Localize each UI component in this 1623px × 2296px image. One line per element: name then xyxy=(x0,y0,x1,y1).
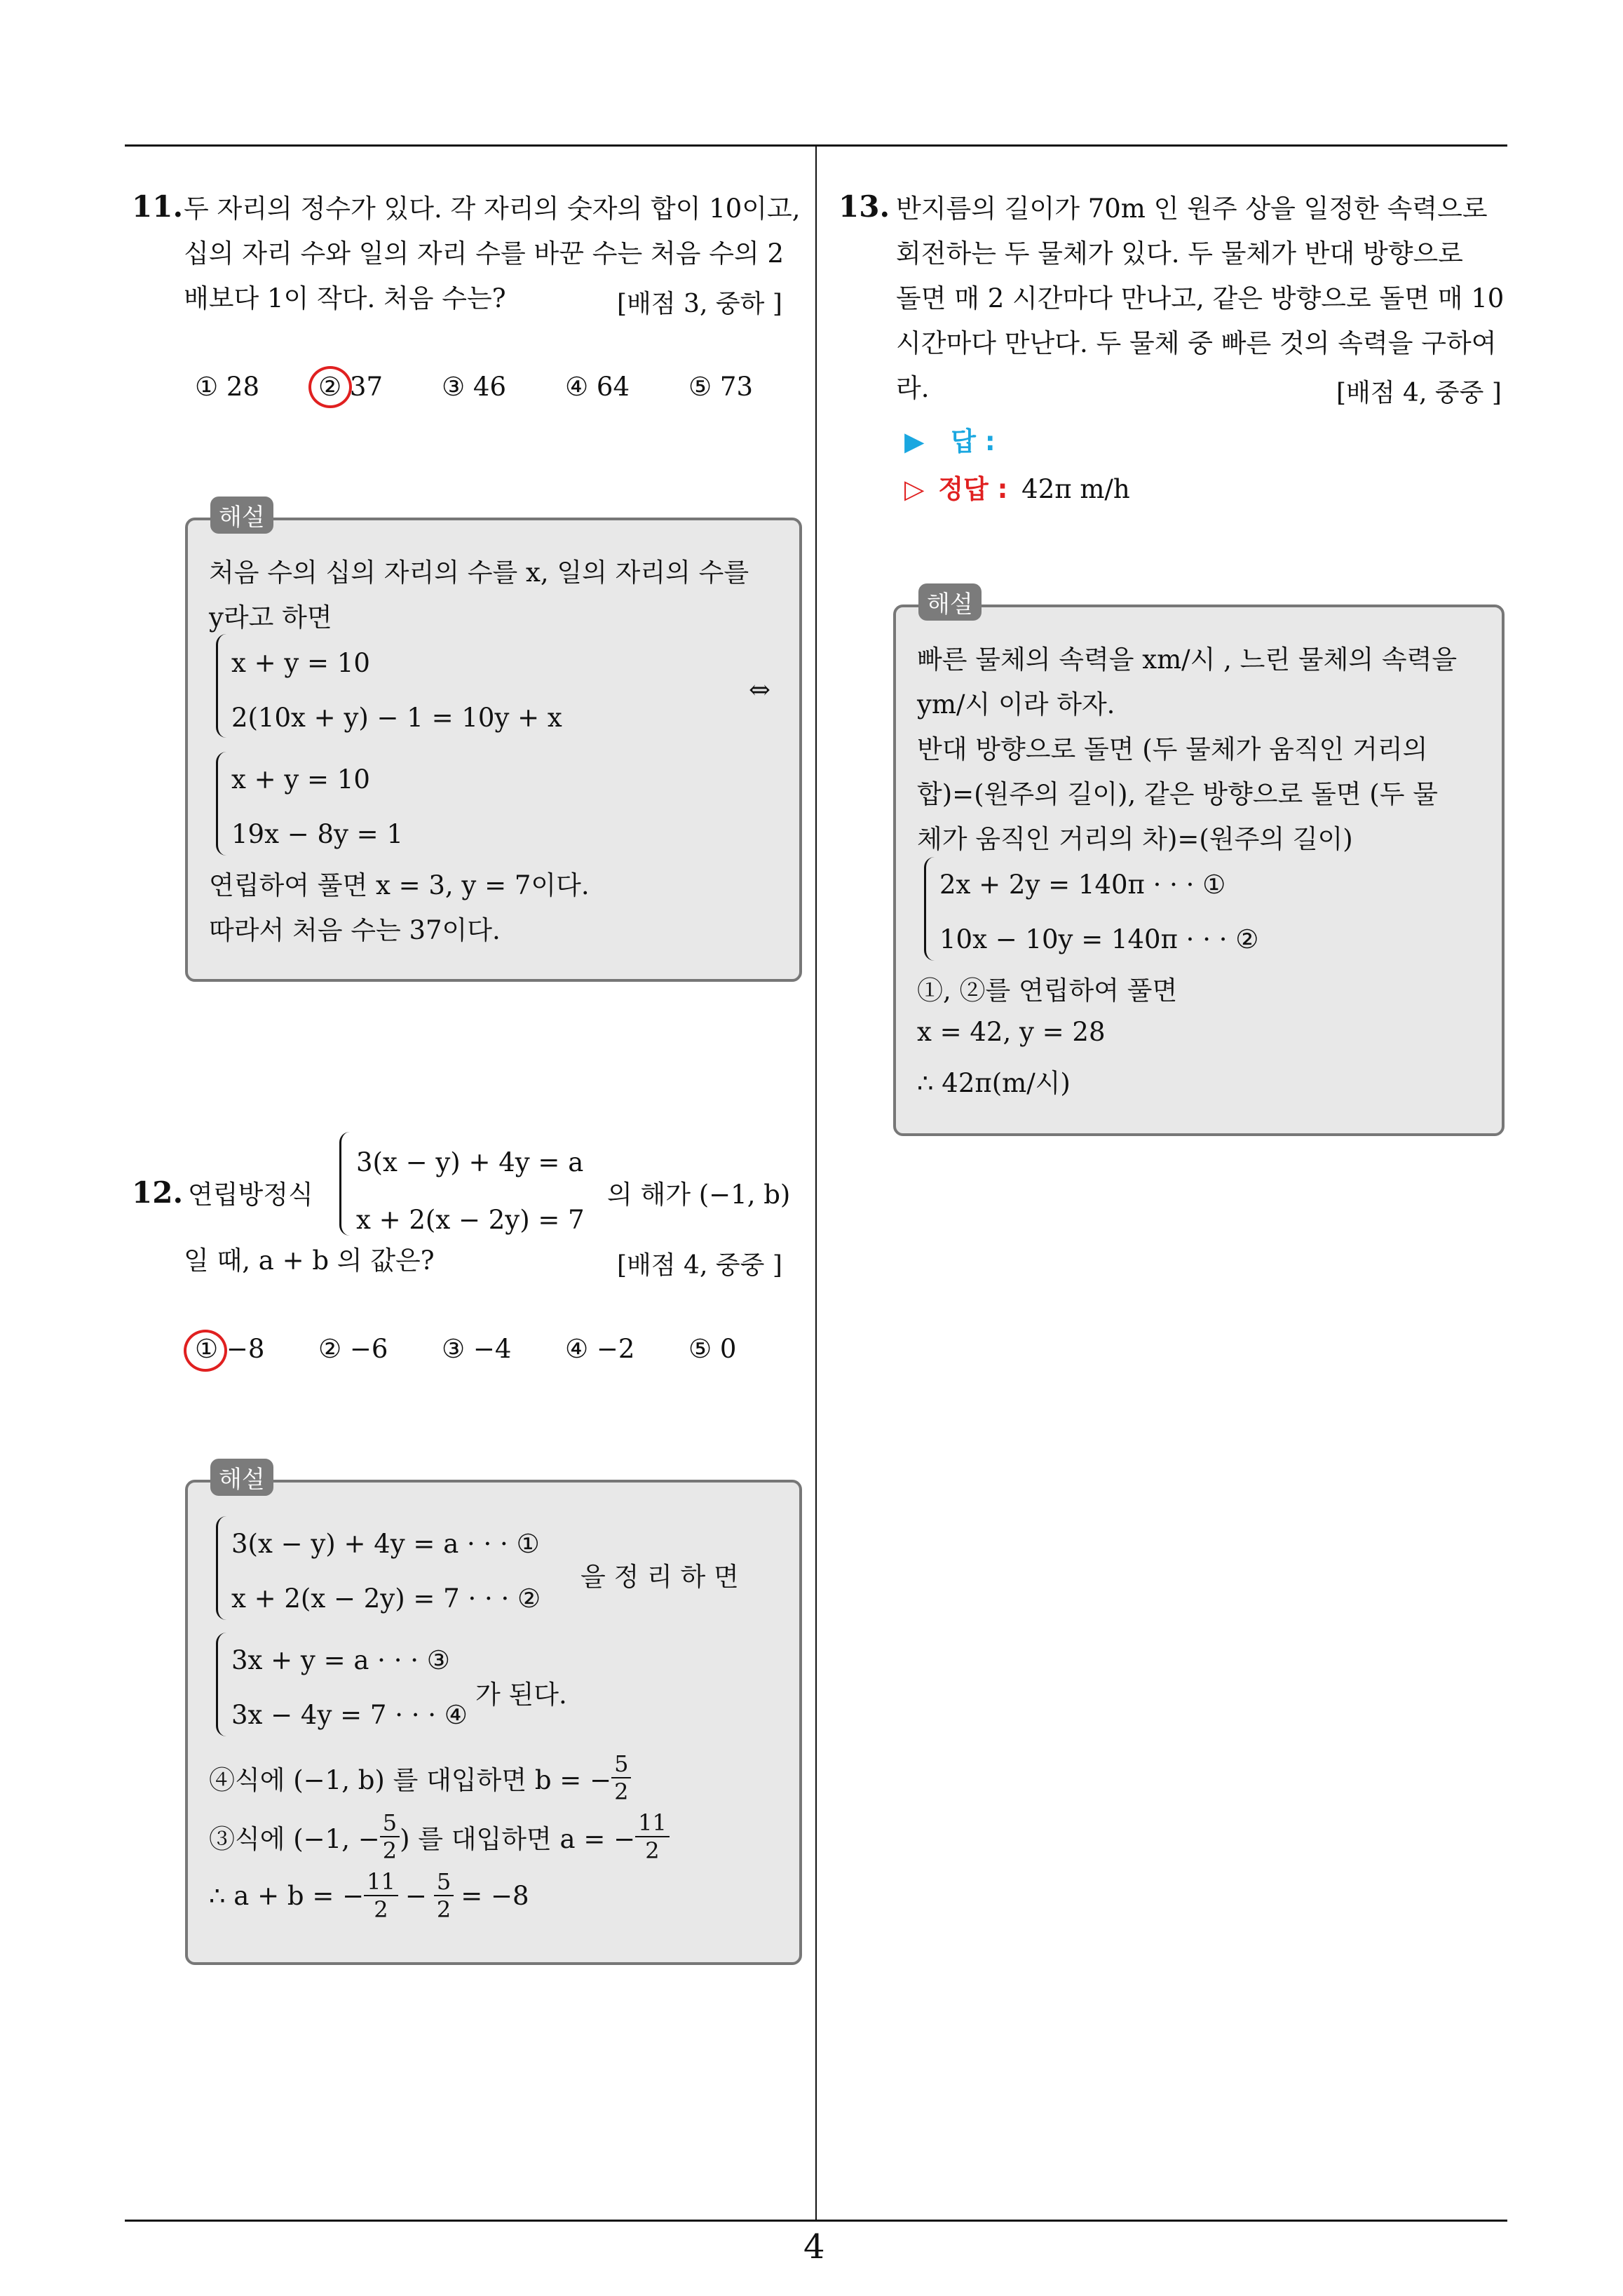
selected-answer-circle xyxy=(184,1330,227,1372)
correct-answer-row xyxy=(904,467,1130,512)
solution-line: ∴ 42π(m/시) xyxy=(917,1068,1071,1098)
question-line: 두 자리의 정수가 있다. 각 자리의 숫자의 합이 10이고, xyxy=(184,194,801,224)
choice-4[interactable]: ④ −2 xyxy=(565,1334,635,1364)
solution-text: ) 를 대입하면 a = − xyxy=(400,1824,636,1854)
equation: 3(x − y) + 4y = a · · · ① xyxy=(231,1529,540,1559)
selected-answer-circle xyxy=(308,366,352,408)
equation: 3(x − y) + 4y = a xyxy=(356,1147,584,1177)
choice-5[interactable]: ⑤ 73 xyxy=(688,372,754,402)
answer-label: 답 : xyxy=(951,426,996,457)
denominator: 2 xyxy=(374,1896,388,1923)
solution-text: ③식에 (−1, − xyxy=(209,1824,380,1854)
equation: 2(10x + y) − 1 = 10y + x xyxy=(231,703,562,733)
question-line: 라. xyxy=(896,373,930,403)
equation: 19x − 8y = 1 xyxy=(231,819,403,849)
denominator: 2 xyxy=(382,1837,398,1864)
solution-tab: 해설 xyxy=(210,497,273,534)
solution-line: ym/시 이라 하자. xyxy=(917,689,1115,720)
solution-line: y라고 하면 xyxy=(209,602,332,633)
solution-line: 합)=(원주의 길이), 같은 방향으로 돌면 (두 물 xyxy=(917,779,1438,809)
answer-marker-icon: ▶ xyxy=(904,426,925,457)
solution-line: x = 42, y = 28 xyxy=(917,1017,1106,1047)
question-line: 시간마다 만난다. 두 물체 중 빠른 것의 속력을 구하여 xyxy=(896,328,1497,358)
equation: x + y = 10 xyxy=(231,648,370,678)
score-label: [배점 4, 중중 ] xyxy=(617,1251,782,1280)
choice-1[interactable]: ① 28 xyxy=(195,372,260,402)
numerator: 11 xyxy=(635,1809,670,1837)
equation: x + 2(x − 2y) = 7 xyxy=(356,1205,585,1235)
solution-text: ④식에 (−1, b) 를 대입하면 b = − xyxy=(209,1765,612,1795)
solution-line: ①, ②를 연립하여 풀면 xyxy=(917,975,1178,1006)
choice-5[interactable]: ⑤ 0 xyxy=(688,1334,737,1364)
equation: 3x + y = a · · · ③ xyxy=(231,1645,450,1675)
question-line: 돌면 매 2 시간마다 만나고, 같은 방향으로 돌면 매 10 xyxy=(896,283,1505,313)
equation-brace xyxy=(924,857,935,961)
question-line: 회전하는 두 물체가 있다. 두 물체가 반대 방향으로 xyxy=(896,238,1463,269)
equation-brace xyxy=(339,1132,350,1236)
question-line: 십의 자리 수와 일의 자리 수를 바꾼 수는 처음 수의 2 xyxy=(184,238,784,269)
equation: 2x + 2y = 140π · · · ① xyxy=(939,870,1226,900)
numerator: 5 xyxy=(434,1868,454,1896)
solution-line: 을 정 리 하 면 xyxy=(580,1562,739,1592)
solution-box xyxy=(893,605,1505,1136)
solution-line: 체가 움직인 거리의 차)=(원주의 길이) xyxy=(917,824,1353,854)
solution-line xyxy=(209,1868,529,1923)
choice-3[interactable]: ③ 46 xyxy=(442,372,507,402)
choice-2[interactable]: ② 37 xyxy=(318,372,383,402)
equation-brace xyxy=(216,1516,226,1620)
correct-answer-label: 정답 : xyxy=(938,474,1008,504)
solution-line: 따라서 처음 수는 37이다. xyxy=(209,915,501,945)
equation: 3x − 4y = 7 · · · ④ xyxy=(231,1700,468,1730)
equation-brace xyxy=(216,634,226,738)
correct-marker-icon: ▷ xyxy=(904,474,925,504)
solution-line: 빠른 물체의 속력을 xm/시 , 느린 물체의 속력을 xyxy=(917,644,1458,675)
solution-line: 가 된다. xyxy=(475,1680,567,1710)
equation: x + 2(x − 2y) = 7 · · · ② xyxy=(231,1583,541,1614)
equation: x + y = 10 xyxy=(231,764,370,795)
question-line: 배보다 1이 작다. 처음 수는? xyxy=(184,283,506,313)
question-line: 일 때, a + b 의 값은? xyxy=(184,1245,435,1276)
equivalence-symbol: ⇔ xyxy=(749,675,771,705)
denominator: 2 xyxy=(436,1896,451,1923)
solution-line: 반대 방향으로 돌면 (두 물체가 움직인 거리의 xyxy=(917,734,1428,764)
fraction xyxy=(364,1868,398,1923)
question-line: 반지름의 길이가 70m 인 원주 상을 일정한 속력으로 xyxy=(896,194,1488,224)
fraction xyxy=(635,1809,670,1864)
question-number: 12. xyxy=(132,1175,184,1210)
solution-line: 연립하여 풀면 x = 3, y = 7이다. xyxy=(209,870,590,900)
numerator: 11 xyxy=(364,1868,398,1896)
solution-tab: 해설 xyxy=(210,1459,273,1496)
choice-1[interactable]: ① −8 xyxy=(195,1334,265,1364)
page-number: 4 xyxy=(803,2227,825,2267)
denominator: 2 xyxy=(614,1778,629,1805)
bottom-rule xyxy=(125,2220,1507,2222)
question-line: 의 해가 (−1, b) xyxy=(607,1180,791,1210)
solution-box xyxy=(185,518,802,982)
fraction xyxy=(611,1750,631,1805)
fraction xyxy=(434,1868,454,1923)
solution-line xyxy=(209,1809,670,1864)
solution-line: 처음 수의 십의 자리의 수를 x, 일의 자리의 수를 xyxy=(209,558,749,588)
score-label: [배점 4, 중중 ] xyxy=(1336,379,1502,407)
question-number: 13. xyxy=(838,189,890,224)
solution-tab: 해설 xyxy=(918,583,982,621)
equation-brace xyxy=(216,752,226,856)
numerator: 5 xyxy=(611,1750,631,1778)
column-divider xyxy=(815,144,817,2220)
solution-text: = −8 xyxy=(461,1880,529,1911)
numerator: 5 xyxy=(380,1809,400,1837)
denominator: 2 xyxy=(645,1837,660,1864)
choice-3[interactable]: ③ −4 xyxy=(442,1334,512,1364)
answer-row xyxy=(904,419,996,464)
score-label: [배점 3, 중하 ] xyxy=(617,290,782,318)
fraction xyxy=(380,1809,400,1864)
question-line: 연립방정식 xyxy=(188,1180,313,1210)
solution-text: − xyxy=(405,1880,427,1911)
correct-answer-value: 42π m/h xyxy=(1021,474,1130,504)
solution-text: ∴ a + b = − xyxy=(209,1880,365,1911)
equation: 10x − 10y = 140π · · · ② xyxy=(939,924,1259,954)
equation-brace xyxy=(216,1633,226,1736)
solution-box xyxy=(185,1480,802,1965)
choice-2[interactable]: ② −6 xyxy=(318,1334,388,1364)
solution-line xyxy=(209,1750,631,1805)
question-number: 11. xyxy=(132,189,184,224)
choice-4[interactable]: ④ 64 xyxy=(565,372,630,402)
